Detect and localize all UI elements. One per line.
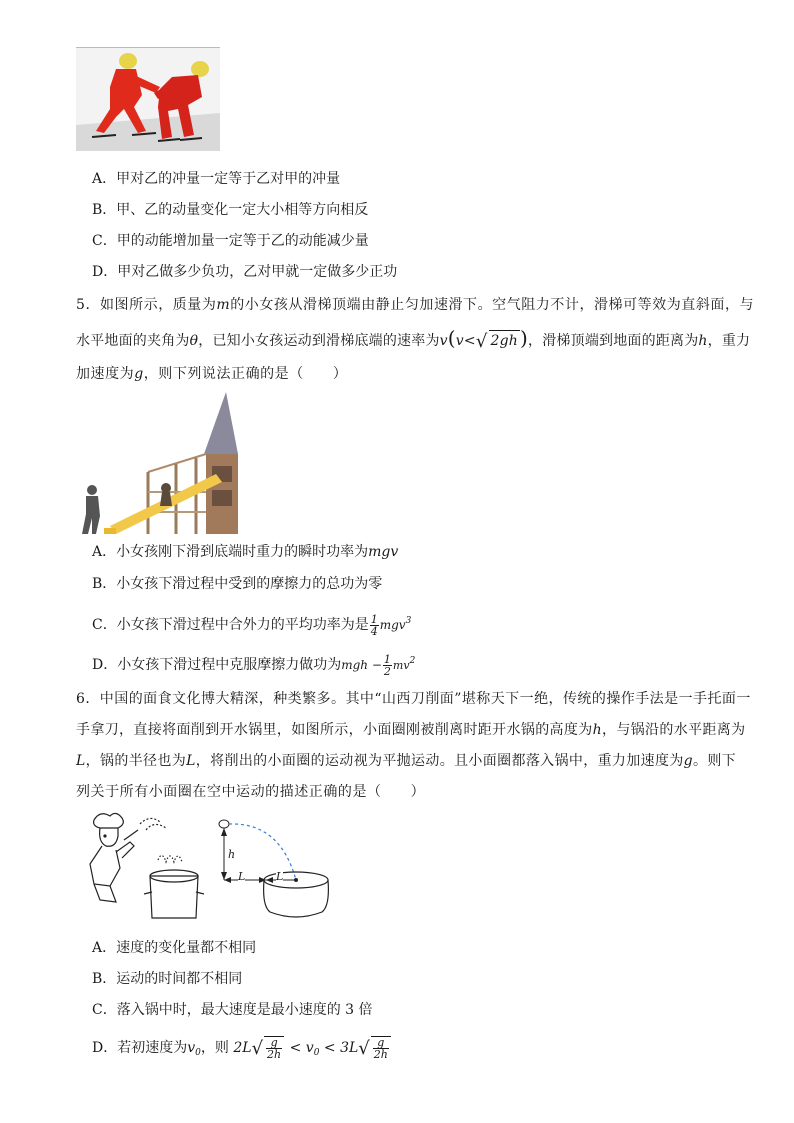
diagram-h-label: h	[228, 848, 236, 861]
q6-stem-line1: 6．中国的面食文化博大精深，种类繁多。其中“山西刀削面”堪称天下一绝，传统的操作手法是一手托面一	[76, 691, 751, 707]
q6-option-c: C．落入锅中时，最大速度是最小速度的 3 倍	[92, 1002, 373, 1018]
q6-option-d: D．若初速度为$v_0$，则 2L√ $\frac{g}{2h}$ < $v_0 < 3L√$ $\frac{g}{2h}$	[92, 1030, 392, 1071]
diagram-l1-label: L	[238, 870, 246, 883]
q5-option-c: C．小女孩下滑过程中合外力的平均功率为是 $\frac{1}{4}$ mgv$^3$	[92, 612, 412, 638]
q4-option-b: B．甲、乙的动量变化一定大小相等方向相反	[92, 202, 369, 218]
q5-stem-line2: 水平地面的夹角为θ，已知小女孩运动到滑梯底端的速率为v(v<√ 2gh )，滑梯顶端到地面的距离为h，重力	[76, 326, 751, 352]
q5-stem-line3: 加速度为g，则下列说法正确的是（ ）	[76, 366, 348, 382]
q5-option-d: D．小女孩下滑过程中克服摩擦力做功为mgh − $\frac{1}{2}$ $mv^2$	[92, 652, 416, 678]
q6-diagram	[210, 814, 340, 924]
q5-option-b: B．小女孩下滑过程中受到的摩擦力的总功为零	[92, 576, 383, 592]
skaters-illustration	[76, 47, 220, 151]
q5-option-a: A．小女孩刚下滑到底端时重力的瞬时功率为mgv	[92, 544, 399, 560]
q5-stem-line1: 5．如图所示，质量为m的小女孩从滑梯顶端由静止匀加速滑下。空气阻力不计，滑梯可等效为直斜面，与	[76, 297, 755, 313]
q6-stem-line3: L，锅的半径也为L，将削出的小面圈的运动视为平抛运动。且小面圈都落入锅中，重力加速度为g。则下	[76, 753, 737, 769]
chef-illustration	[80, 810, 210, 928]
q6-stem-line2: 手拿刀，直接将面削到开水锅里，如图所示，小面圈刚被削离时距开水锅的高度为h，与锅沿的水平距离为	[76, 722, 746, 738]
slide-illustration	[76, 392, 246, 538]
q6-stem-line4: 列关于所有小面圈在空中运动的描述正确的是（ ）	[76, 784, 426, 800]
q4-option-c: C．甲的动能增加量一定等于乙的动能减少量	[92, 233, 369, 249]
q4-option-d: D．甲对乙做多少负功，乙对甲就一定做多少正功	[92, 264, 398, 280]
q6-option-b: B．运动的时间都不相同	[92, 971, 243, 987]
diagram-l2-label: L	[276, 870, 284, 883]
q4-option-a: A．甲对乙的冲量一定等于乙对甲的冲量	[92, 171, 341, 187]
q6-option-a: A．速度的变化量都不相同	[92, 940, 257, 956]
